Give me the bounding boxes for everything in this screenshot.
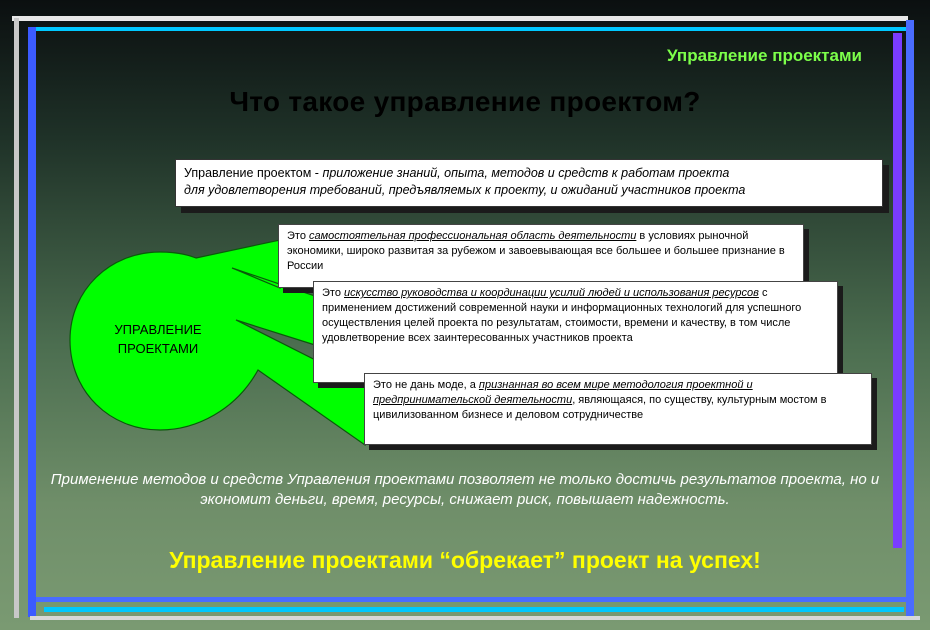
callout-1-rest: в условиях рыночной экономики, широко развитая за рубежом и завоевывающая все большее и большее признание в России [287, 230, 785, 272]
definition-dash: - [311, 166, 323, 180]
callout-box-1 [278, 224, 804, 288]
callout-1-emphasis: самостоятельная профессиональная область деятельности [309, 230, 637, 242]
slogan-text: Управление проектами “обрекает” проект на успех! [169, 547, 761, 573]
callout-box-2 [313, 281, 838, 383]
callout-3-lead: Это не дань моде, а [373, 379, 479, 391]
callout-2-lead: Это [322, 287, 344, 299]
definition-body-1: приложение знаний, опыта, методов и средств к работам проекта [322, 166, 730, 180]
callout-3-rest: , являющаяся, по существу, культурным мостом в цивилизованном бизнесе и деловом сотрудничестве [373, 394, 827, 421]
definition-term: Управление проектом [184, 166, 312, 180]
callout-box-3 [364, 373, 872, 445]
slide-title: Что такое управление проектом? [229, 86, 701, 117]
starburst-label-line-1: УПРАВЛЕНИЕ [114, 322, 202, 337]
definition-line-2: для удовлетворения требований, предъявляемых к проекту, и ожиданий участников проекта [184, 183, 746, 197]
starburst-label [96, 320, 220, 358]
callout-2-emphasis: искусство руководства и координации усилий людей и использования ресурсов [344, 287, 759, 299]
callout-3-emphasis: признанная во всем мире методология проектной и предпринимательской деятельности [373, 379, 753, 406]
callout-2-rest: с применением достижений современной науки и информационных технологий для успешного осуществления целей проекта по результатам, стоимости, времени и качеству, в том числе удовлетворение всех заинтересованных участников проекта [322, 287, 802, 344]
callout-1-lead: Это [287, 230, 309, 242]
summary-text: Применение методов и средств Управления проектами позволяет не только достичь результатов проекта, но и экономит деньги, время, ресурсы, снижает риск, повышает надежность. [50, 471, 880, 508]
starburst-label-line-2: ПРОЕКТАМИ [117, 341, 199, 356]
slide-header: Управление проектами [667, 46, 862, 65]
